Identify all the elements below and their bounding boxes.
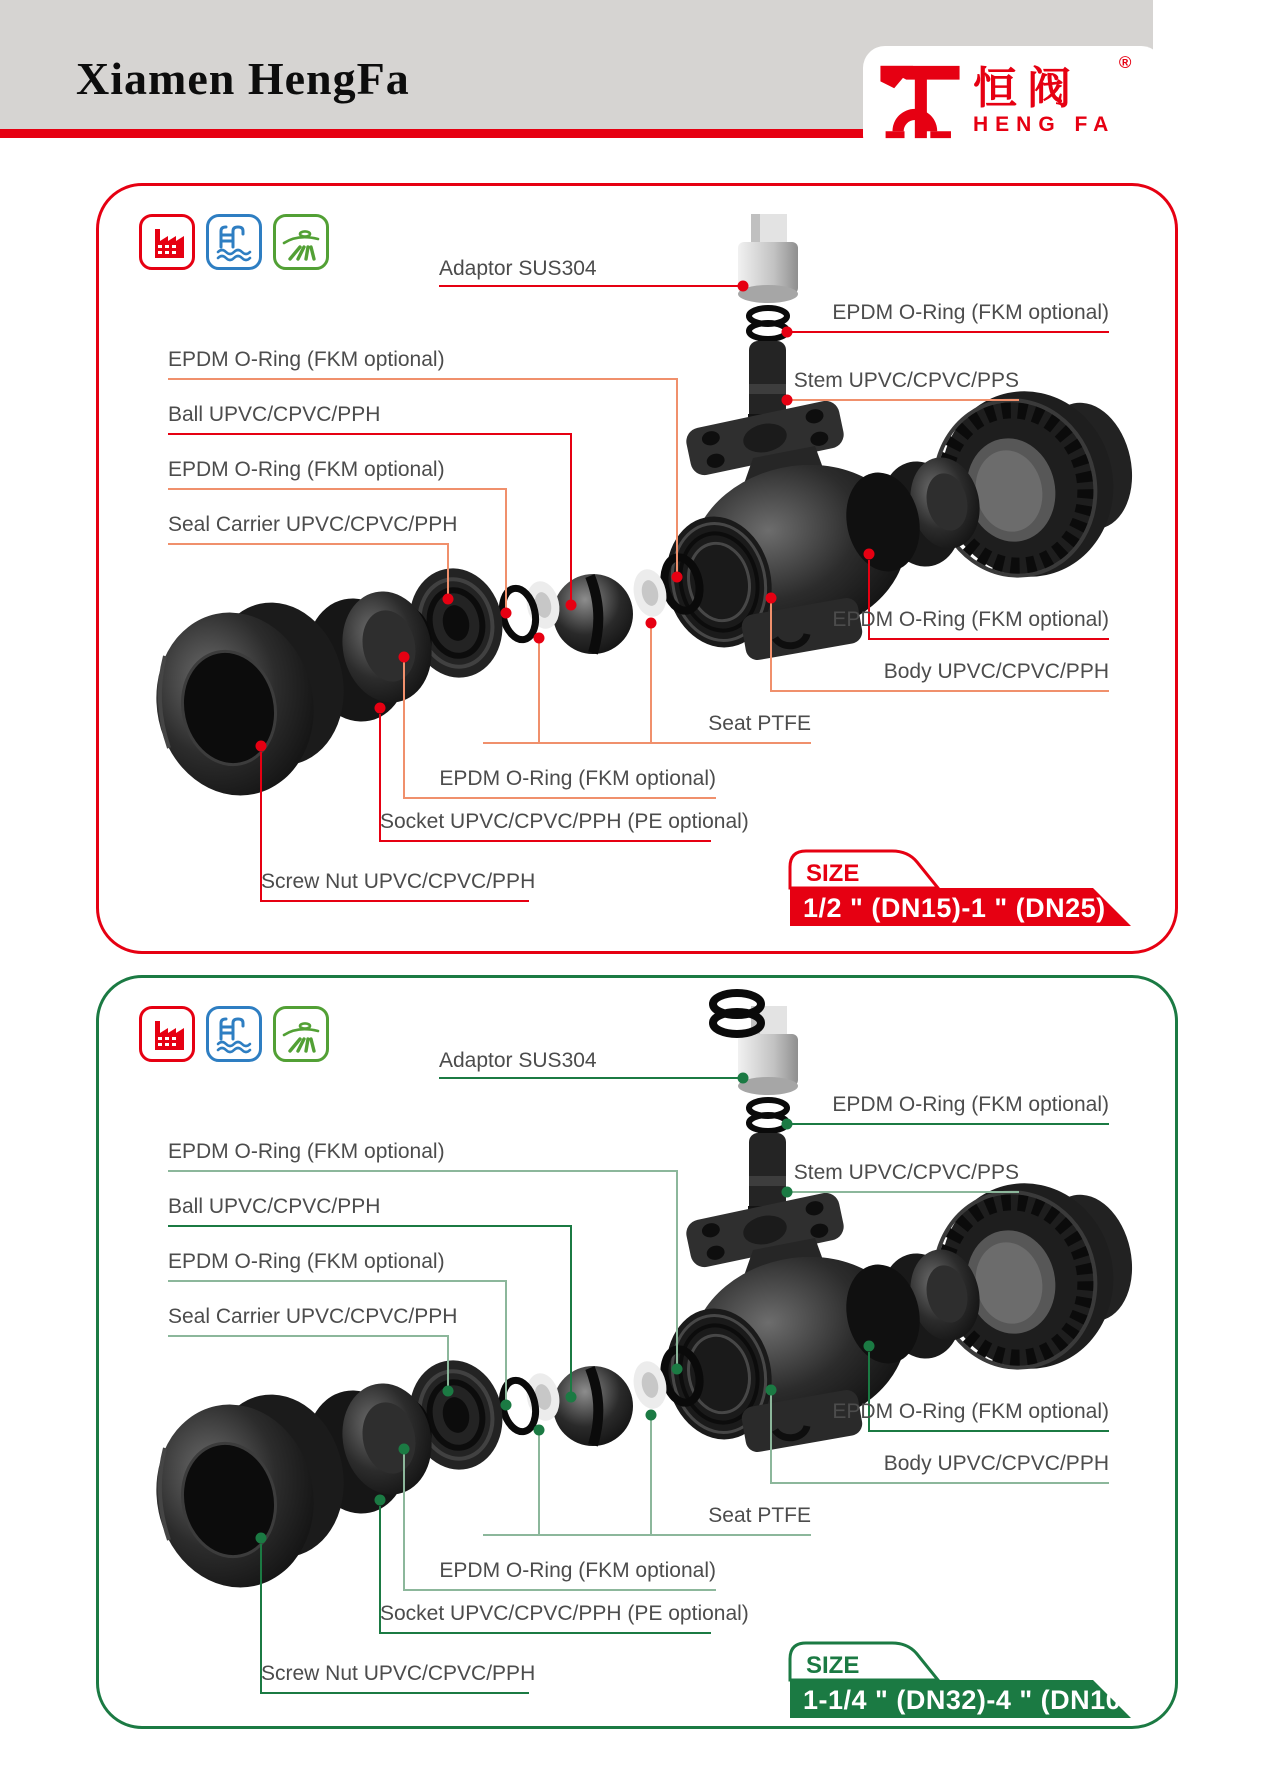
label-oring-stem-top: EPDM O-Ring (FKM optional)	[832, 301, 1109, 324]
label-stem: Stem UPVC/CPVC/PPS	[793, 1161, 1019, 1184]
sector-icons	[139, 214, 329, 270]
label-ball: Ball UPVC/CPVC/PPH	[168, 403, 381, 426]
label-oring-left-2: EPDM O-Ring (FKM optional)	[168, 458, 445, 481]
label-oring-right: EPDM O-Ring (FKM optional)	[832, 608, 1109, 631]
label-body: Body UPVC/CPVC/PPH	[883, 1452, 1109, 1475]
label-oring-stem-top: EPDM O-Ring (FKM optional)	[832, 1093, 1109, 1116]
valve-panel-small	[96, 183, 1178, 954]
agriculture-icon	[273, 1006, 329, 1062]
hengfa-logo-icon	[877, 59, 963, 145]
label-oring-bottom: EPDM O-Ring (FKM optional)	[439, 767, 716, 790]
label-screw-nut: Screw Nut UPVC/CPVC/PPH	[261, 870, 536, 893]
agriculture-icon	[273, 214, 329, 270]
label-ball: Ball UPVC/CPVC/PPH	[168, 1195, 381, 1218]
label-seat: Seat PTFE	[708, 1504, 811, 1527]
label-socket: Socket UPVC/CPVC/PPH (PE optional)	[380, 810, 749, 833]
label-screw-nut: Screw Nut UPVC/CPVC/PPH	[261, 1662, 536, 1685]
size-badge-title: SIZE	[806, 860, 860, 887]
label-oring-left-1: EPDM O-Ring (FKM optional)	[168, 348, 445, 371]
brand-logo	[863, 46, 1163, 158]
registered-mark: ®	[1118, 53, 1132, 72]
industry-icon	[139, 214, 195, 270]
label-seal-carrier: Seal Carrier UPVC/CPVC/PPH	[168, 1305, 458, 1328]
valve-panel-large	[96, 975, 1178, 1729]
label-adaptor: Adaptor SUS304	[439, 1049, 597, 1072]
label-seat: Seat PTFE	[708, 712, 811, 735]
label-oring-left-2: EPDM O-Ring (FKM optional)	[168, 1250, 445, 1273]
industry-icon	[139, 1006, 195, 1062]
label-oring-right: EPDM O-Ring (FKM optional)	[832, 1400, 1109, 1423]
label-adaptor: Adaptor SUS304	[439, 257, 597, 280]
label-socket: Socket UPVC/CPVC/PPH (PE optional)	[380, 1602, 749, 1625]
pool-icon	[206, 1006, 262, 1062]
size-badge-value: 1/2 " (DN15)-1 " (DN25)	[803, 893, 1106, 923]
logo-chinese: 恒阀	[973, 64, 1081, 113]
logo-text	[973, 53, 1132, 137]
label-body: Body UPVC/CPVC/PPH	[883, 660, 1109, 683]
label-seal-carrier: Seal Carrier UPVC/CPVC/PPH	[168, 513, 458, 536]
company-title: Xiamen HengFa	[76, 53, 410, 104]
label-oring-bottom: EPDM O-Ring (FKM optional)	[439, 1559, 716, 1582]
sector-icons	[139, 1006, 329, 1062]
size-badge-title: SIZE	[806, 1652, 860, 1679]
pool-icon	[206, 214, 262, 270]
label-oring-left-1: EPDM O-Ring (FKM optional)	[168, 1140, 445, 1163]
logo-english: HENG FA	[973, 113, 1116, 136]
label-stem: Stem UPVC/CPVC/PPS	[793, 369, 1019, 392]
size-badge-value: 1-1/4 " (DN32)-4 " (DN100)	[803, 1685, 1147, 1715]
